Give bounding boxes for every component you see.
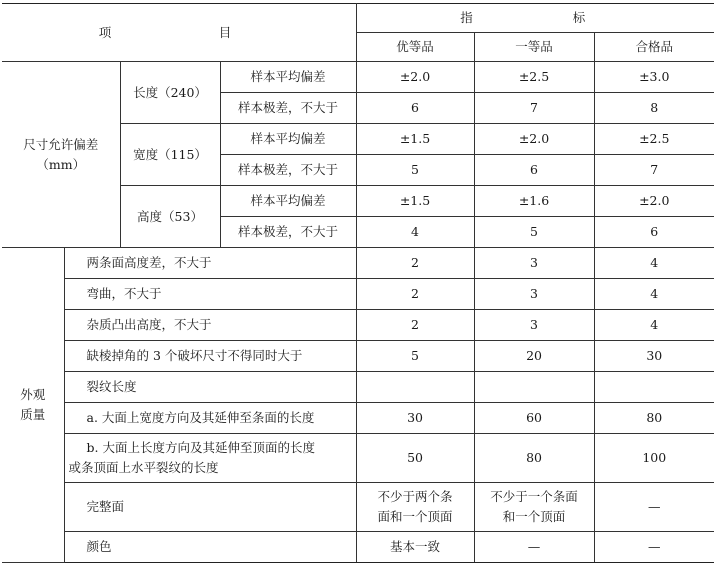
table-row xyxy=(2,372,714,403)
table-row: 尺寸允许偏差 （mm） 长度（240） 样本平均偏差 ±2.0 ±2.5 ±3.0 xyxy=(2,62,714,93)
dim-height: 高度（53） xyxy=(120,186,220,248)
table-row: 完整面 不少于两个条 面和一个顶面 不少于一个条面 和一个顶面 — xyxy=(2,483,714,532)
spec-table xyxy=(2,3,714,563)
table-row: 弯曲，不大于 2 3 4 xyxy=(2,279,714,310)
row-label: 样本极差，不大于 xyxy=(220,217,356,248)
grade-superior: 优等品 xyxy=(356,33,474,62)
dim-length: 长度（240） xyxy=(120,62,220,124)
table-row: 样本极差，不大于 4 5 6 xyxy=(2,217,714,248)
table-row: 缺棱掉角的 3 个破坏尺寸不得同时大于 5 20 30 xyxy=(2,341,714,372)
row-label: 样本平均偏差 xyxy=(220,124,356,155)
row-label: 样本极差，不大于 xyxy=(220,93,356,124)
table-row: 样本极差，不大于 6 7 8 xyxy=(2,93,714,124)
appearance-label: 外观 质量 xyxy=(2,248,64,563)
row-label: 样本平均偏差 xyxy=(220,186,356,217)
grade-first: 一等品 xyxy=(474,33,594,62)
row-label: 完整面 xyxy=(64,483,356,532)
table-row: 杂质凸出高度，不大于 2 3 4 xyxy=(2,310,714,341)
row-label: 样本平均偏差 xyxy=(220,62,356,93)
dim-width: 宽度（115） xyxy=(120,124,220,186)
row-label: 杂质凸出高度，不大于 xyxy=(64,310,356,341)
table-row: a. 大面上宽度方向及其延伸至条面的长度 30 60 80 xyxy=(2,403,714,434)
row-label: 弯曲，不大于 xyxy=(64,279,356,310)
row-label: b. 大面上长度方向及其延伸至顶面的长度 或条顶面上水平裂纹的长度 xyxy=(64,434,356,483)
row-label: a. 大面上宽度方向及其延伸至条面的长度 xyxy=(64,403,356,434)
row-label: 缺棱掉角的 3 个破坏尺寸不得同时大于 xyxy=(64,341,356,372)
grade-qualified: 合格品 xyxy=(594,33,714,62)
header-row-1 xyxy=(2,4,714,33)
table-row: 高度（53） 样本平均偏差 ±1.5 ±1.6 ±2.0 xyxy=(2,186,714,217)
table-row: 样本极差，不大于 5 6 7 xyxy=(2,155,714,186)
table-row: 外观 质量 两条面高度差，不大于 2 3 4 xyxy=(2,248,714,279)
table-row: b. 大面上长度方向及其延伸至顶面的长度 或条顶面上水平裂纹的长度 50 80 100 xyxy=(2,434,714,483)
row-label: 裂纹长度 xyxy=(64,372,356,403)
size-deviation-label: 尺寸允许偏差 （mm） xyxy=(2,62,120,248)
table-row: 颜色 基本一致 — — xyxy=(2,532,714,563)
row-label: 样本极差，不大于 xyxy=(220,155,356,186)
row-label: 两条面高度差，不大于 xyxy=(64,248,356,279)
row-label: 颜色 xyxy=(64,532,356,563)
header-item: 项 目 xyxy=(2,4,356,62)
table-row: 宽度（115） 样本平均偏差 ±1.5 ±2.0 ±2.5 xyxy=(2,124,714,155)
header-indicator: 指 标 xyxy=(356,4,714,33)
